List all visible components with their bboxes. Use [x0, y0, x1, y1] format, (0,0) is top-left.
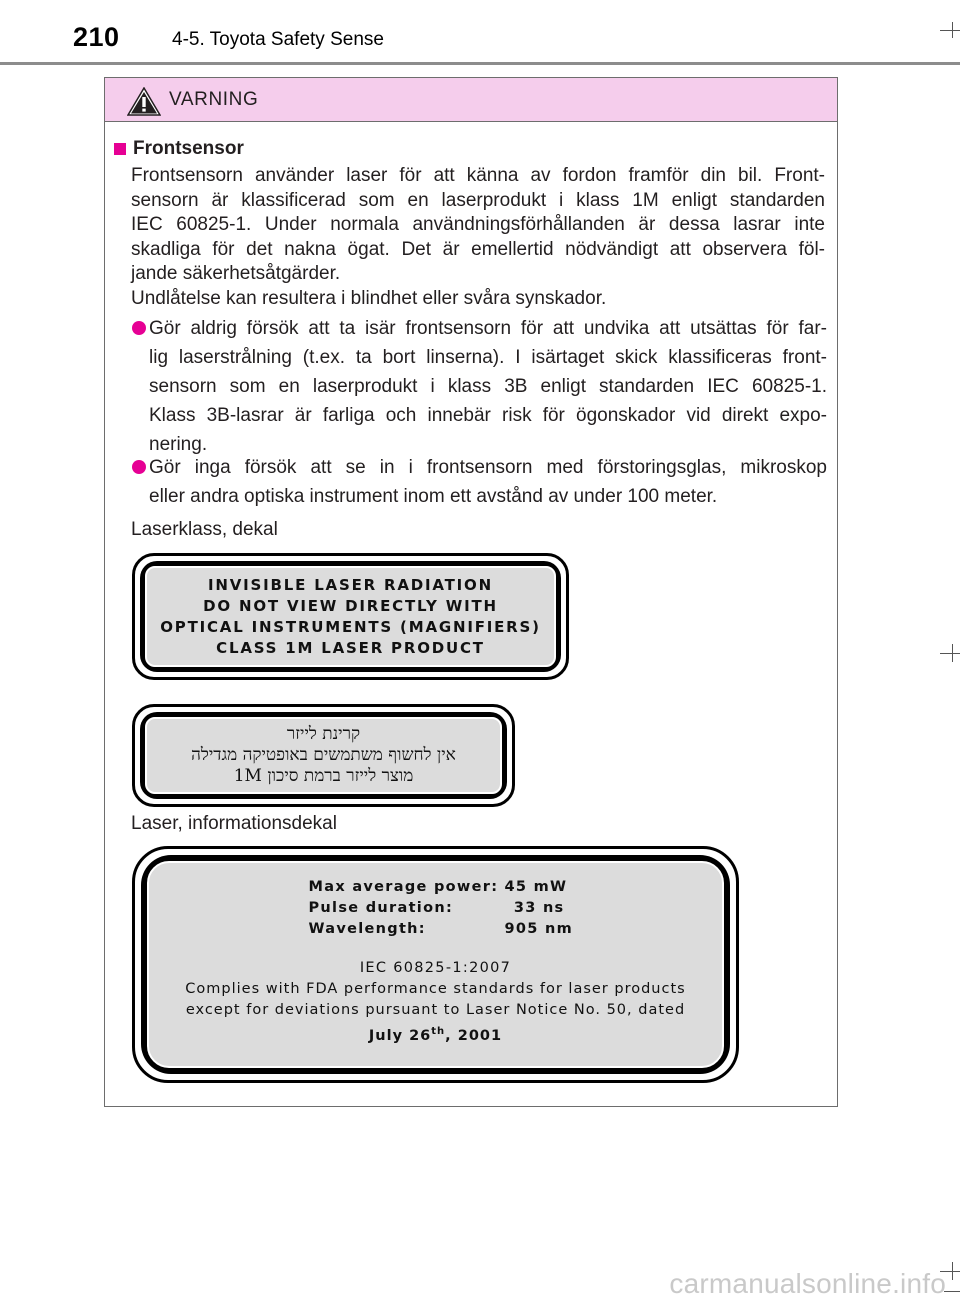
warning-header [105, 78, 837, 122]
spec-value: 33 ns [513, 900, 565, 916]
label-line: אין לחשוף משתמשים באופטיקה מגדילה [191, 745, 456, 765]
text-line: IEC 60825-1. Under normala användningsförhållanden är dessa lasrar inte [131, 214, 825, 235]
laser-information-label [132, 846, 739, 1083]
text-line: Frontsensorn använder laser för att känna av fordon framför din bil. Front- [131, 165, 825, 186]
comply-line: Complies with FDA performance standards for laser products [185, 981, 686, 997]
notice-date [369, 1021, 502, 1047]
header-rule [0, 62, 960, 65]
page-number: 210 [73, 22, 120, 52]
label-line: OPTICAL INSTRUMENTS (MAGNIFIERS) [160, 617, 541, 636]
spec-name: Wavelength: [308, 921, 426, 937]
circle-bullet-icon [132, 321, 146, 335]
intro-paragraph [131, 164, 825, 311]
comply-line: except for deviations pursuant to Laser Notice No. 50, dated [185, 1002, 686, 1018]
text-line: nering. [149, 434, 208, 455]
text-line: Undlåtelse kan resultera i blindhet eller svåra synskador. [131, 287, 607, 309]
warning-label: VARNING [169, 89, 259, 110]
text-line: Gör inga försök att se in i frontsensorn med förstoringsglas, mikroskop [149, 457, 827, 478]
caption-laser-info: Laser, informationsdekal [131, 813, 337, 834]
date-month-day: July 26 [368, 1027, 432, 1044]
spec-value: 45 mW [504, 879, 568, 895]
text-line: sensorn som en laserprodukt i klass 3B enligt standarden IEC 60825-1. [149, 376, 827, 397]
label-line: קרינת לייזר [286, 724, 361, 744]
spec-name: Max average power: [308, 879, 499, 895]
spec-table [308, 877, 574, 940]
warning-box [104, 77, 838, 1107]
label-line: מוצר לייזר ברמת סיכון 1M [233, 766, 414, 786]
date-year: , 2001 [445, 1027, 503, 1044]
warning-triangle-icon [127, 87, 161, 116]
label-line: CLASS 1M LASER PRODUCT [216, 638, 485, 657]
text-line: skadliga för det nakna ögat. Det är emellertid nödvändigt att observera föl- [131, 238, 825, 260]
caption-laser-class: Laserklass, dekal [131, 519, 278, 540]
text-line: lig laserstrålning (t.ex. ta bort linserna). I isärtaget skick klassificeras front- [149, 347, 827, 368]
bullet-text [149, 453, 827, 511]
laser-class-label-hebrew [132, 704, 515, 807]
text-line: sensorn är klassificerad som en laserprodukt i klass 1M enligt standarden [131, 189, 825, 211]
date-suffix: th [431, 1026, 446, 1037]
frontsensor-heading: Frontsensor [133, 138, 244, 159]
text-line: Gör aldrig försök att ta isär frontsensorn för att undvika att utsättas för far- [149, 318, 827, 339]
text-line: Klass 3B-lasrar är farliga och innebär risk för ögonskador vid direkt expo- [149, 405, 827, 426]
laser-class-label-english [132, 553, 569, 680]
bullet-text [149, 314, 827, 459]
section-title: 4-5. Toyota Safety Sense [172, 29, 384, 50]
text-line: jande säkerhetsåtgärder. [131, 263, 341, 284]
spec-name: Pulse duration: [308, 900, 454, 916]
label-line: DO NOT VIEW DIRECTLY WITH [203, 596, 498, 615]
spec-value: 905 nm [504, 921, 574, 937]
square-bullet-icon [114, 143, 126, 155]
circle-bullet-icon [132, 460, 146, 474]
watermark-logo: carmanualsonline.info [669, 1268, 946, 1299]
frontsensor-heading-row [114, 138, 244, 160]
standard-text: IEC 60825-1:2007 [359, 960, 512, 976]
label-line: INVISIBLE LASER RADIATION [208, 575, 493, 594]
text-line: eller andra optiska instrument inom ett avstånd av under 100 meter. [149, 486, 718, 507]
